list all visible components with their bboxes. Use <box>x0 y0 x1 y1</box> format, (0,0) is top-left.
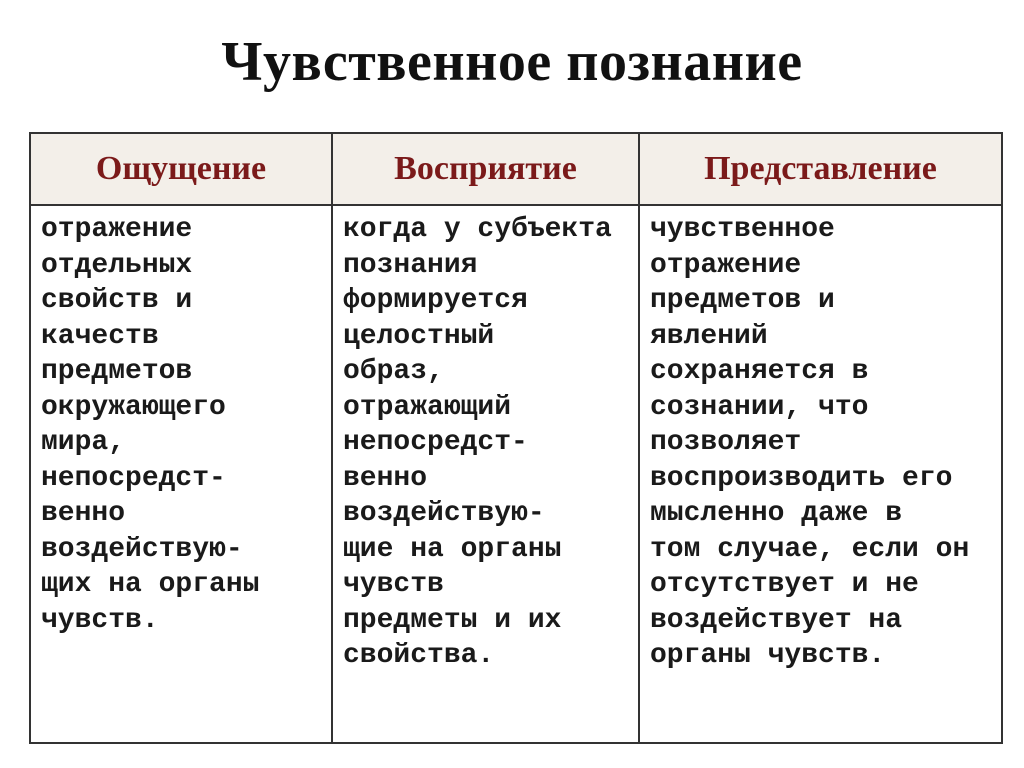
definition-sensation: отражение отдельных свойств и качеств предметов окружающего мира, непосредст- венно воздействую- щих на органы чувств. <box>30 205 332 743</box>
header-perception: Восприятие <box>332 133 639 205</box>
header-sensation: Ощущение <box>30 133 332 205</box>
comparison-table <box>29 132 1003 744</box>
definition-representation: чувственное отражение предметов и явлений сохраняется в сознании, что позволяет воспроизводить его мысленно даже в том случае, если он отсутствует и не воздействует на органы чувств. <box>639 205 1002 743</box>
table-row <box>30 205 1002 743</box>
definition-perception: когда у субъекта познания формируется целостный образ, отражающий непосредст- венно воздействую- щие на органы чувств предметы и их свойства. <box>332 205 639 743</box>
page-title: Чувственное познание <box>221 31 803 93</box>
header-representation: Представление <box>639 133 1002 205</box>
table-header-row <box>30 133 1002 205</box>
